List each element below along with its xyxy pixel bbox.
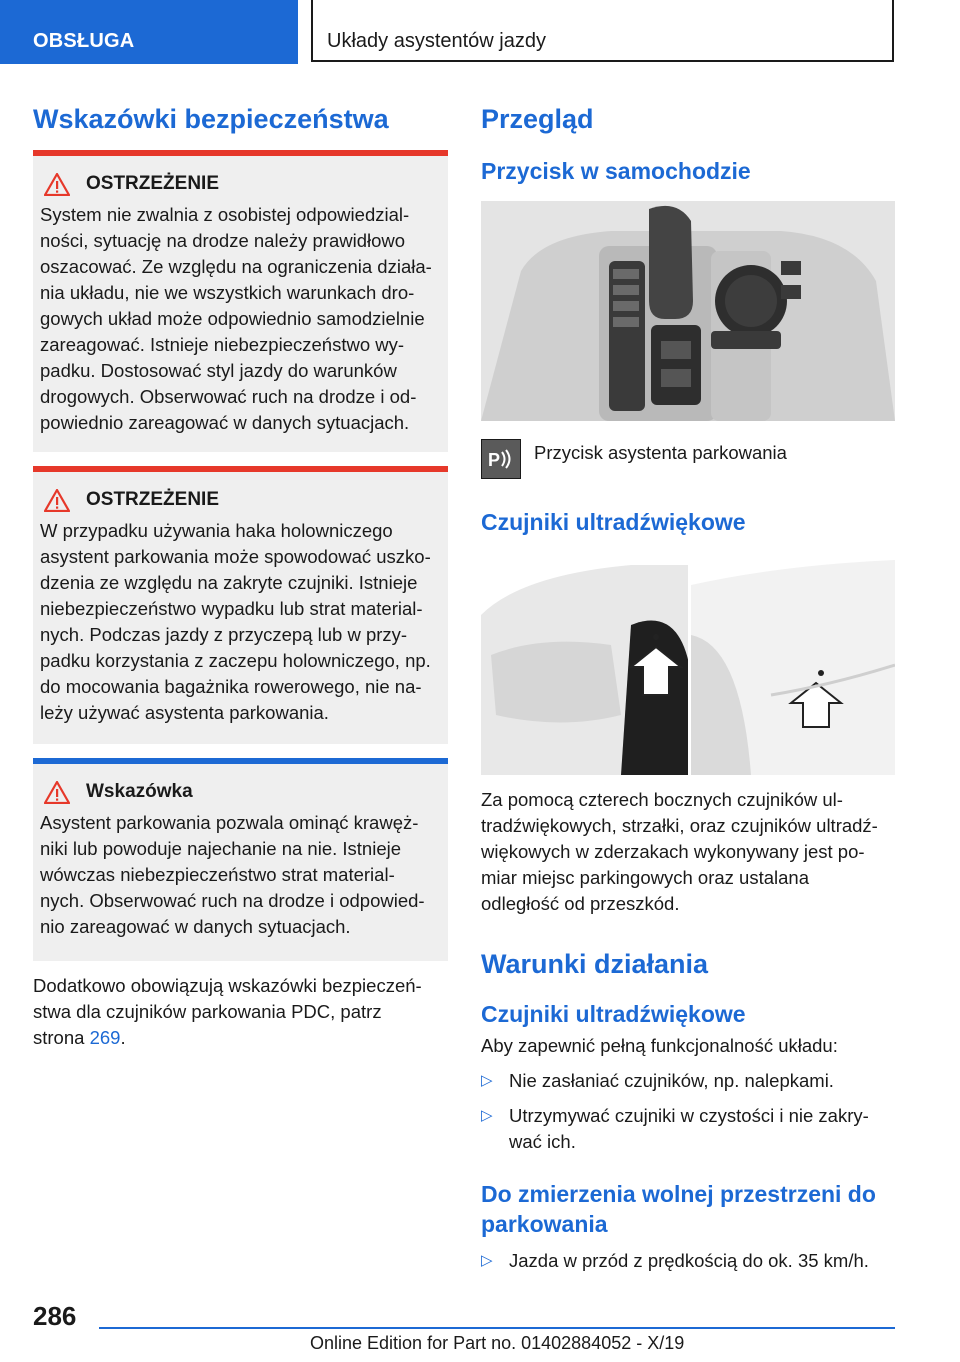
speed-list (481, 1248, 895, 1274)
parking-assistant-icon (481, 439, 521, 479)
list-item (481, 1068, 895, 1094)
requirements-list (481, 1068, 895, 1155)
console-illustration (481, 201, 895, 421)
note-body (40, 810, 442, 940)
heading-line: parkowania (481, 1211, 608, 1237)
warning-triangle-icon (44, 781, 70, 804)
note-line: nych. Podczas jazdy z przyczepą lub w przy- (40, 624, 408, 645)
note-line: niki lub powoduje najechanie na nie. Istnieje (40, 838, 402, 859)
note-line: asystent parkowania może spowodować uszko- (40, 546, 431, 567)
parking-space-heading (481, 1179, 895, 1239)
note-line: nych. Obserwować ruch na drodze i odpowied- (40, 890, 425, 911)
chapter-title: Układy asystentów jazdy (327, 30, 546, 52)
para-line: odległość od przeszkód. (481, 893, 680, 914)
note-body (40, 518, 442, 726)
para-line: Dodatkowo obowiązują wskazówki bezpieczeń- (33, 975, 422, 996)
page-link[interactable]: 269 (89, 1027, 121, 1048)
section-tab (0, 0, 298, 64)
note-line: niebezpieczeństwo wypadku lub strat material- (40, 598, 423, 619)
note-line: wówczas niebezpieczeństwo strat material- (40, 864, 395, 885)
section-title: OBSŁUGA (33, 30, 135, 52)
caption-row (481, 439, 895, 479)
warning-note-2 (33, 466, 448, 744)
list-item-line: ▷ Nie zasłaniać czujników, np. nalepkami. (509, 1070, 834, 1091)
warning-note-1 (33, 150, 448, 452)
warning-triangle-icon (44, 173, 70, 196)
note-line: padku. Dostosować styl jazdy do warunków (40, 360, 397, 381)
para-text: strona (33, 1027, 90, 1048)
note-line: dzenia ze względu na zakryte czujniki. Istnieje (40, 572, 418, 593)
note-line: gowych układ może odpowiednio samodzielnie (40, 308, 425, 329)
left-column (33, 102, 448, 1051)
conditions-heading: Warunki działania (481, 949, 709, 979)
list-item-line: ▷ Jazda w przód z prędkością do ok. 35 km/h. (509, 1250, 869, 1271)
safety-heading: Wskazówki bezpieczeństwa (33, 104, 389, 134)
footer-divider (99, 1327, 895, 1329)
overview-heading: Przegląd (481, 104, 594, 134)
para-line: Za pomocą czterech bocznych czujników ul- (481, 789, 843, 810)
footer-edition: Online Edition for Part no. 01402884052 - X/19 (310, 1333, 685, 1353)
note-line: Asystent parkowania pozwala ominąć krawęż- (40, 812, 419, 833)
sensor-illustration (481, 555, 895, 775)
note-line: padku korzystania z zaczepu holowniczego, np. (40, 650, 431, 671)
para-line: więkowych w zderzakach wykonywany jest po- (481, 841, 865, 862)
para-line: tradźwiękowych, strzałki, oraz czujników ultradź- (481, 815, 878, 836)
note-line: ności, sytuację na drodze należy prawidłowo (40, 230, 406, 251)
para-line (33, 1025, 448, 1051)
page-number: 286 (33, 1301, 77, 1331)
right-column (481, 102, 895, 1274)
note-line: W przypadku używania haka holowniczego (40, 520, 393, 541)
ultrasonic-heading-2: Czujniki ultradźwiękowe (481, 1001, 746, 1027)
list-item-line: ▷ Utrzymywać czujniki w czystości i nie zakry- (509, 1105, 869, 1126)
note-line: nio zareagować w danych sytuacjach. (40, 916, 351, 937)
button-in-car-heading: Przycisk w samochodzie (481, 158, 751, 184)
note-line: nia układu, nie we wszystkich warunkach dro- (40, 282, 415, 303)
note-title: OSTRZEŻENIE (86, 173, 220, 194)
list-item-line: wać ich. (509, 1131, 576, 1152)
warning-triangle-icon (44, 489, 70, 512)
note-line: do mocowania bagażnika rowerowego, nie na- (40, 676, 422, 697)
sensor-paragraph (481, 787, 895, 917)
note-title: OSTRZEŻENIE (86, 489, 220, 510)
heading-line: Do zmierzenia wolnej przestrzeni do (481, 1181, 876, 1207)
svg-text:P: P (488, 450, 501, 470)
para-line: stwa dla czujników parkowania PDC, patrz (33, 1001, 382, 1022)
note-line: powiednio zareagować w danych sytuacjach. (40, 412, 410, 433)
list-item (481, 1248, 895, 1274)
pdc-reference-paragraph (33, 973, 448, 1051)
center-console-photo (481, 201, 895, 421)
caption-text: Przycisk asystenta parkowania (534, 442, 787, 463)
ultrasonic-heading: Czujniki ultradźwiękowe (481, 509, 746, 535)
list-item (481, 1103, 895, 1155)
info-note (33, 758, 448, 961)
note-line: System nie zwalnia z osobistej odpowiedzial- (40, 204, 410, 225)
note-body (40, 202, 442, 436)
note-line: zareagować. Istnieje niebezpieczeństwo wy- (40, 334, 405, 355)
note-line: oszacować. Ze względu na ograniczenia działa- (40, 256, 432, 277)
sensor-photo (481, 555, 895, 775)
chapter-header (311, 0, 894, 62)
requirements-intro: Aby zapewnić pełną funkcjonalność układu: (481, 1035, 838, 1056)
note-line: drogowych. Obserwować ruch na drodze i od- (40, 386, 417, 407)
note-line: leży używać asystenta parkowania. (40, 702, 329, 723)
para-line: miar miejsc parkingowych oraz ustalana (481, 867, 809, 888)
para-text: . (120, 1027, 126, 1048)
note-title: Wskazówka (86, 781, 193, 802)
